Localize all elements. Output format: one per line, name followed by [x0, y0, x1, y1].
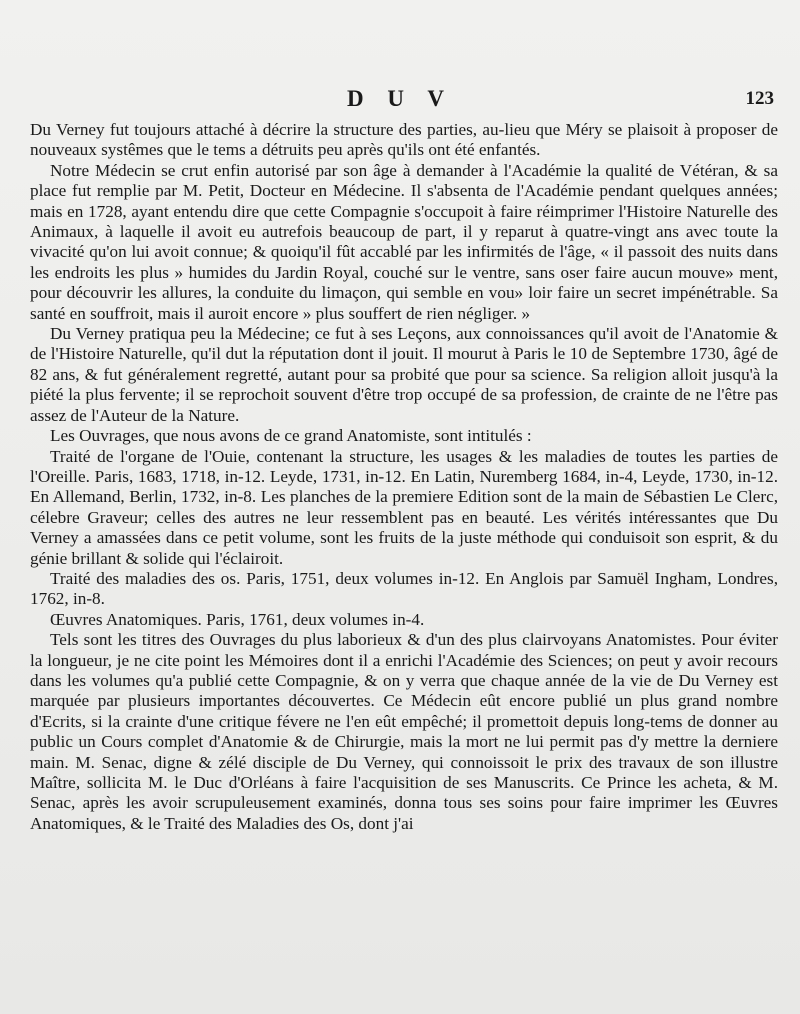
paragraph-6: Traité des maladies des os. Paris, 1751, deux volumes in-12. En Anglois par Samuël Ingham, Londres, 1762, in-8.	[30, 568, 778, 609]
page-header	[0, 86, 800, 116]
paragraph-5: Traité de l'organe de l'Ouie, contenant la structure, les usages & les maladies de toutes les parties de l'Oreille. Paris, 1683, 1718, in-12. Leyde, 1731, in-12. En Latin, Nuremberg 1684, in-4, Leyde, 1730, in-12. En Allemand, Berlin, 1732, in-8. Les planches de la premiere Edition sont de la main de Sébastien Le Clerc, célebre Graveur; celles des autres ne leur ressemblent pas en beauté. Les vérités intéressantes que Du Verney a amassées dans ce petit volume, sont les fruits de la juste méthode qui conduisoit son esprit, & du génie brillant & solide qui l'éclairoit.	[30, 446, 778, 568]
page-number: 123	[745, 88, 774, 109]
paragraph-1: Du Verney fut toujours attaché à décrire la structure des parties, au-lieu que Méry se plaisoit à proposer de nouveaux systêmes que le tems a détruits peu après qu'ils ont été enfantés.	[30, 120, 778, 160]
paragraph-2: Notre Médecin se crut enfin autorisé par son âge à demander à l'Académie la qualité de Vétéran, & sa place fut remplie par M. Petit, Docteur en Médecine. Il s'absenta de l'Académie pendant quelques années; mais en 1728, ayant entendu dire que cette Compagnie s'occupoit à faire réimprimer l'Histoire Naturelle des Animaux, à laquelle il avoit eu autrefois beaucoup de part, il y reparut à quatre-vingt ans avec toute la vivacité qu'on lui avoit connue; & quoiqu'il fût accablé par les infirmités de l'âge, « il passoit des nuits dans les endroits les plus » humides du Jardin Royal, couché sur le ventre, sans oser faire aucun mouve» ment, pour découvrir les allures, la conduite du limaçon, qui semble en vou» loir faire un secret impénétrable. Sa santé en souffroit, mais il auroit encore » plus souffert de rien négliger. »	[30, 160, 778, 323]
paragraph-8: Tels sont les titres des Ouvrages du plus laborieux & d'un des plus clairvoyans Anatomistes. Pour éviter la longueur, je ne cite point les Mémoires dont il a enrichi l'Académie des Sciences; on peut y avoir recours dans les volumes qu'a publié cette Compagnie, & on y verra que chaque année de la vie de Du Verney est marquée par plusieurs importantes découvertes. Ce Médecin eût encore publié un plus grand nombre d'Ecrits, si la crainte d'une critique févere ne l'en eût empêché; il promettoit depuis long-tems de donner au public un Cours complet d'Anatomie & de Chirurgie, mais la mort ne lui permit pas d'y mettre la derniere main. M. Senac, digne & zélé disciple de Du Verney, qui connoissoit le prix des travaux de son illustre Maître, sollicita M. le Duc d'Orléans à faire l'acquisition de ses Manuscrits. Ce Prince les acheta, & M. Senac, après les avoir scrupuleusement examinés, donna tous ses soins pour faire imprimer les Œuvres Anatomiques, & le Traité des Maladies des Os, dont j'ai	[30, 630, 778, 833]
paragraph-4: Les Ouvrages, que nous avons de ce grand Anatomiste, sont intitulés :	[50, 426, 532, 446]
paragraph-7: Œuvres Anatomiques. Paris, 1761, deux volumes in-4.	[50, 609, 425, 629]
paragraph-3: Du Verney pratiqua peu la Médecine; ce fut à ses Leçons, aux connoissances qu'il avoit de l'Anatomie & de l'Histoire Naturelle, qu'il dut la réputation dont il jouit. Il mourut à Paris le 10 de Septembre 1730, âgé de 82 ans, & fut généralement regretté, autant pour sa probité que pour sa science. Sa religion alloit jusqu'à la piété la plus fervente; il se reprochoit souvent d'être trop occupé de sa profession, de crainte de ne l'être pas assez de l'Auteur de la Nature.	[30, 324, 778, 425]
body-text	[30, 120, 778, 834]
running-head: D U V	[347, 86, 453, 111]
